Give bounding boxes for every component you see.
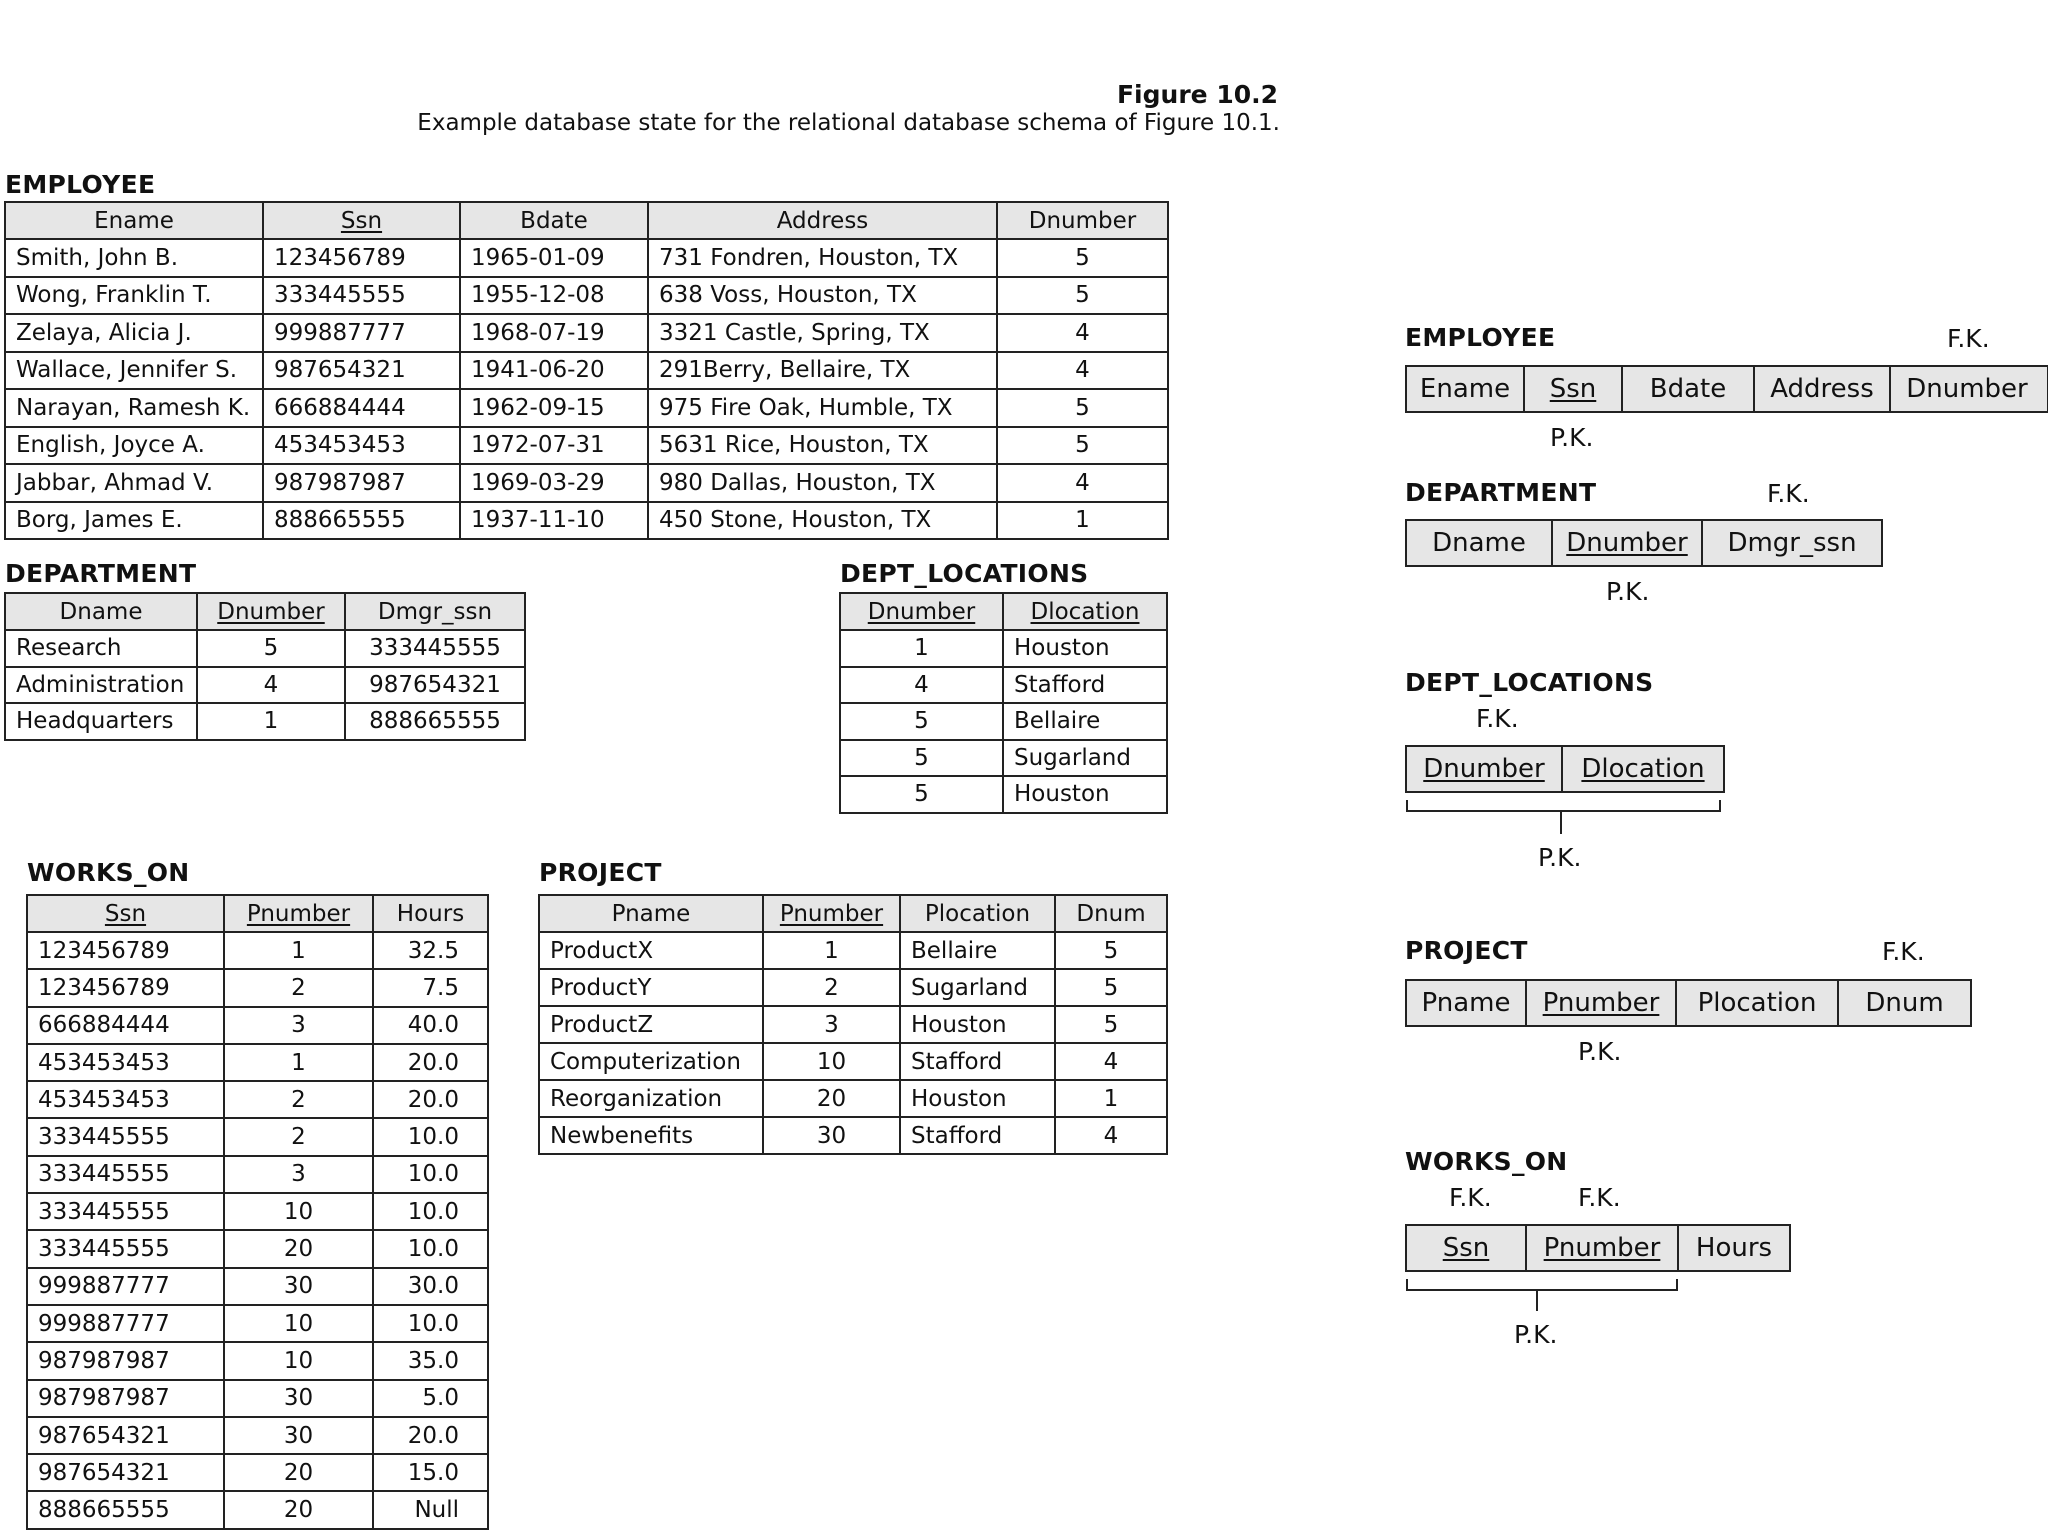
cell-dnumber: 4 — [997, 314, 1168, 352]
col-plocation: Plocation — [900, 895, 1055, 932]
table-row — [5, 703, 525, 740]
table-row — [27, 1417, 488, 1454]
schema-works-on-fk2-label: F.K. — [1578, 1183, 1621, 1212]
col-pnumber: Pnumber — [763, 895, 900, 932]
schema-field-pnumber: Pnumber — [1527, 1226, 1679, 1270]
cell-dname: Headquarters — [5, 703, 197, 740]
schema-works-on-fk1-label: F.K. — [1449, 1183, 1492, 1212]
cell-bdate: 1965-01-09 — [460, 239, 648, 277]
table-row — [5, 502, 1168, 540]
employee-table-title: EMPLOYEE — [5, 170, 156, 199]
cell-ssn: 987987987 — [263, 464, 460, 502]
cell-ssn: 987987987 — [27, 1342, 224, 1379]
table-row — [27, 1081, 488, 1118]
cell-dlocation: Houston — [1003, 630, 1167, 667]
cell-dlocation: Bellaire — [1003, 703, 1167, 740]
col-dname: Dname — [5, 593, 197, 630]
cell-ssn: 987654321 — [263, 352, 460, 390]
cell-ename: Smith, John B. — [5, 239, 263, 277]
project-header-row — [539, 895, 1167, 932]
schema-field-ssn: Ssn — [1407, 1226, 1527, 1270]
cell-dnumber: 4 — [997, 352, 1168, 390]
table-row — [27, 1342, 488, 1379]
cell-pnumber: 30 — [763, 1117, 900, 1154]
cell-ename: Jabbar, Ahmad V. — [5, 464, 263, 502]
employee-header-row — [5, 202, 1168, 239]
schema-dept-locations-box — [1405, 745, 1725, 793]
cell-ssn: 888665555 — [27, 1491, 224, 1528]
cell-ssn: 453453453 — [27, 1081, 224, 1118]
project-table — [538, 894, 1168, 1155]
table-row — [27, 1007, 488, 1044]
cell-pnumber: 30 — [224, 1268, 373, 1305]
cell-hours: 32.5 — [373, 932, 488, 969]
cell-pname: Computerization — [539, 1043, 763, 1080]
cell-ssn: 666884444 — [27, 1007, 224, 1044]
cell-ssn: 987654321 — [27, 1417, 224, 1454]
cell-ssn: 333445555 — [27, 1230, 224, 1267]
cell-ssn: 888665555 — [263, 502, 460, 540]
cell-ename: Borg, James E. — [5, 502, 263, 540]
table-row — [539, 932, 1167, 969]
cell-plocation: Houston — [900, 1006, 1055, 1043]
table-row — [5, 427, 1168, 465]
table-row — [5, 667, 525, 704]
table-row — [5, 314, 1168, 352]
cell-pnumber: 30 — [224, 1380, 373, 1417]
cell-pname: ProductY — [539, 969, 763, 1006]
schema-field-address: Address — [1755, 367, 1891, 411]
schema-field-dname: Dname — [1407, 521, 1553, 565]
schema-dept-locations-title: DEPT_LOCATIONS — [1405, 668, 1654, 697]
cell-pnumber: 2 — [224, 969, 373, 1006]
cell-dmgr-ssn: 987654321 — [345, 667, 525, 704]
table-row — [27, 1156, 488, 1193]
schema-field-dnumber: Dnumber — [1407, 747, 1563, 791]
cell-pname: Newbenefits — [539, 1117, 763, 1154]
schema-field-dnumber: Dnumber — [1906, 374, 2028, 404]
cell-dmgr-ssn: 888665555 — [345, 703, 525, 740]
dept-locations-body — [840, 630, 1167, 813]
employee-body — [5, 239, 1168, 539]
table-row — [5, 352, 1168, 390]
cell-hours: 40.0 — [373, 1007, 488, 1044]
dept-locations-table-title: DEPT_LOCATIONS — [840, 559, 1089, 588]
cell-pnumber: 2 — [224, 1118, 373, 1155]
cell-address: 975 Fire Oak, Humble, TX — [648, 389, 997, 427]
cell-pname: ProductZ — [539, 1006, 763, 1043]
figure-title: Figure 10.2 — [1116, 80, 1278, 109]
cell-dnumber: 4 — [840, 667, 1003, 704]
schema-field-pnumber: Pnumber — [1527, 981, 1677, 1025]
cell-address: 731 Fondren, Houston, TX — [648, 239, 997, 277]
cell-pnumber: 20 — [763, 1080, 900, 1117]
col-dnumber: Dnumber — [197, 593, 345, 630]
department-header-row — [5, 593, 525, 630]
table-row — [5, 464, 1168, 502]
cell-address: 3321 Castle, Spring, TX — [648, 314, 997, 352]
table-row — [27, 1491, 488, 1528]
cell-bdate: 1972-07-31 — [460, 427, 648, 465]
cell-hours: 10.0 — [373, 1193, 488, 1230]
cell-hours: 15.0 — [373, 1454, 488, 1491]
schema-works-on-title: WORKS_ON — [1405, 1147, 1568, 1176]
cell-pnumber: 3 — [224, 1007, 373, 1044]
table-row — [840, 667, 1167, 704]
dept-locations-header-row — [840, 593, 1167, 630]
schema-works-on-pk-bracket — [1406, 1279, 1678, 1291]
cell-pnumber: 1 — [224, 932, 373, 969]
schema-field-pname: Pname — [1407, 981, 1527, 1025]
cell-dnumber: 5 — [997, 427, 1168, 465]
cell-dnum: 4 — [1055, 1117, 1167, 1154]
cell-bdate: 1955-12-08 — [460, 277, 648, 315]
cell-bdate: 1941-06-20 — [460, 352, 648, 390]
col-pname: Pname — [539, 895, 763, 932]
col-hours: Hours — [373, 895, 488, 932]
schema-employee-title: EMPLOYEE — [1405, 323, 1556, 352]
col-ssn: Ssn — [27, 895, 224, 932]
table-row — [27, 1118, 488, 1155]
works-on-table-title: WORKS_ON — [27, 858, 190, 887]
schema-dept-locations-fk-label: F.K. — [1476, 704, 1519, 733]
schema-field-hours: Hours — [1695, 1233, 1773, 1263]
schema-works-on-box — [1405, 1224, 1791, 1272]
schema-dept-locations-pk-stem — [1560, 812, 1562, 834]
schema-employee-box — [1405, 365, 2048, 413]
table-row — [27, 1380, 488, 1417]
cell-dmgr-ssn: 333445555 — [345, 630, 525, 667]
cell-pnumber: 10 — [224, 1305, 373, 1342]
cell-dnumber: 4 — [997, 464, 1168, 502]
table-row — [840, 630, 1167, 667]
cell-dnumber: 1 — [197, 703, 345, 740]
cell-hours: 20.0 — [373, 1044, 488, 1081]
table-row — [840, 776, 1167, 813]
cell-ename: Wallace, Jennifer S. — [5, 352, 263, 390]
cell-bdate: 1937-11-10 — [460, 502, 648, 540]
col-dnumber: Dnumber — [997, 202, 1168, 239]
cell-dlocation: Sugarland — [1003, 740, 1167, 777]
col-ssn: Ssn — [263, 202, 460, 239]
cell-ssn: 123456789 — [27, 932, 224, 969]
schema-employee-fk-label: F.K. — [1947, 324, 1990, 353]
works-on-header-row — [27, 895, 488, 932]
schema-project-pk-label: P.K. — [1578, 1037, 1622, 1066]
table-row — [5, 389, 1168, 427]
cell-address: 5631 Rice, Houston, TX — [648, 427, 997, 465]
schema-field-bdate: Bdate — [1623, 367, 1755, 411]
cell-pnumber: 1 — [763, 932, 900, 969]
cell-hours: 7.5 — [373, 969, 488, 1006]
col-dnumber: Dnumber — [840, 593, 1003, 630]
schema-department-pk-label: P.K. — [1606, 577, 1650, 606]
cell-pnumber: 3 — [763, 1006, 900, 1043]
cell-dnumber: 5 — [197, 630, 345, 667]
cell-dnumber: 5 — [997, 389, 1168, 427]
cell-ssn: 123456789 — [27, 969, 224, 1006]
cell-dnumber: 5 — [840, 703, 1003, 740]
table-row — [840, 740, 1167, 777]
cell-address: 291Berry, Bellaire, TX — [648, 352, 997, 390]
cell-pnumber: 10 — [224, 1193, 373, 1230]
cell-bdate: 1968-07-19 — [460, 314, 648, 352]
col-dnum: Dnum — [1055, 895, 1167, 932]
cell-ssn: 333445555 — [27, 1156, 224, 1193]
project-body — [539, 932, 1167, 1154]
works-on-table — [26, 894, 489, 1530]
cell-ename: Wong, Franklin T. — [5, 277, 263, 315]
schema-field-plocation: Plocation — [1677, 981, 1839, 1025]
schema-field-dlocation: Dlocation — [1581, 754, 1705, 784]
cell-dnum: 5 — [1055, 969, 1167, 1006]
cell-dnumber: 5 — [997, 239, 1168, 277]
cell-pnumber: 1 — [224, 1044, 373, 1081]
cell-plocation: Sugarland — [900, 969, 1055, 1006]
schema-works-on-pk-stem — [1536, 1291, 1538, 1311]
table-row — [539, 1006, 1167, 1043]
schema-project-title: PROJECT — [1405, 936, 1528, 965]
col-address: Address — [648, 202, 997, 239]
table-row — [27, 1454, 488, 1491]
cell-plocation: Bellaire — [900, 932, 1055, 969]
cell-hours: Null — [373, 1491, 488, 1528]
schema-department-fk-label: F.K. — [1767, 479, 1810, 508]
department-body — [5, 630, 525, 740]
cell-ename: Narayan, Ramesh K. — [5, 389, 263, 427]
cell-dnumber: 5 — [840, 776, 1003, 813]
table-row — [27, 1305, 488, 1342]
cell-hours: 10.0 — [373, 1118, 488, 1155]
table-row — [27, 969, 488, 1006]
cell-ssn: 666884444 — [263, 389, 460, 427]
table-row — [27, 1193, 488, 1230]
cell-ssn: 987987987 — [27, 1380, 224, 1417]
cell-address: 450 Stone, Houston, TX — [648, 502, 997, 540]
cell-ssn: 453453453 — [27, 1044, 224, 1081]
cell-dlocation: Houston — [1003, 776, 1167, 813]
schema-dept-locations-pk-label: P.K. — [1538, 843, 1582, 872]
cell-plocation: Stafford — [900, 1117, 1055, 1154]
cell-dnumber: 4 — [197, 667, 345, 704]
table-row — [539, 969, 1167, 1006]
cell-hours: 35.0 — [373, 1342, 488, 1379]
department-table-title: DEPARTMENT — [5, 559, 197, 588]
cell-ssn: 999887777 — [27, 1305, 224, 1342]
cell-ssn: 999887777 — [27, 1268, 224, 1305]
cell-pnumber: 2 — [224, 1081, 373, 1118]
employee-table — [4, 201, 1169, 540]
table-row — [5, 630, 525, 667]
schema-field-ssn: Ssn — [1525, 367, 1623, 411]
schema-employee-pk-label: P.K. — [1550, 423, 1594, 452]
table-row — [27, 1230, 488, 1267]
table-row — [5, 239, 1168, 277]
cell-dnum: 5 — [1055, 1006, 1167, 1043]
cell-hours: 10.0 — [373, 1305, 488, 1342]
cell-ssn: 333445555 — [27, 1118, 224, 1155]
cell-hours: 30.0 — [373, 1268, 488, 1305]
cell-bdate: 1962-09-15 — [460, 389, 648, 427]
table-row — [539, 1080, 1167, 1117]
cell-address: 638 Voss, Houston, TX — [648, 277, 997, 315]
cell-hours: 5.0 — [373, 1380, 488, 1417]
cell-dnum: 4 — [1055, 1043, 1167, 1080]
cell-hours: 20.0 — [373, 1081, 488, 1118]
cell-plocation: Stafford — [900, 1043, 1055, 1080]
cell-pnumber: 3 — [224, 1156, 373, 1193]
cell-hours: 20.0 — [373, 1417, 488, 1454]
col-ename: Ename — [5, 202, 263, 239]
table-row — [539, 1043, 1167, 1080]
cell-dnumber: 5 — [997, 277, 1168, 315]
cell-ename: English, Joyce A. — [5, 427, 263, 465]
schema-field-ename: Ename — [1407, 367, 1525, 411]
cell-dname: Administration — [5, 667, 197, 704]
cell-hours: 10.0 — [373, 1156, 488, 1193]
cell-pname: Reorganization — [539, 1080, 763, 1117]
cell-dlocation: Stafford — [1003, 667, 1167, 704]
schema-project-fk-label: F.K. — [1882, 937, 1925, 966]
figure-caption: Example database state for the relational database schema of Figure 10.1. — [417, 110, 1280, 136]
cell-dnumber: 5 — [840, 740, 1003, 777]
project-table-title: PROJECT — [539, 858, 662, 887]
cell-hours: 10.0 — [373, 1230, 488, 1267]
table-row — [27, 932, 488, 969]
cell-ssn: 999887777 — [263, 314, 460, 352]
cell-ssn: 333445555 — [27, 1193, 224, 1230]
schema-department-title: DEPARTMENT — [1405, 478, 1597, 507]
cell-ename: Zelaya, Alicia J. — [5, 314, 263, 352]
cell-pnumber: 10 — [763, 1043, 900, 1080]
schema-dept-locations-pk-bracket — [1406, 800, 1721, 812]
cell-pnumber: 20 — [224, 1491, 373, 1528]
cell-dnumber: 1 — [997, 502, 1168, 540]
cell-ssn: 123456789 — [263, 239, 460, 277]
cell-plocation: Houston — [900, 1080, 1055, 1117]
dept-locations-table — [839, 592, 1168, 814]
cell-dnum: 1 — [1055, 1080, 1167, 1117]
cell-dnumber: 1 — [840, 630, 1003, 667]
schema-field-dnum: Dnum — [1865, 988, 1944, 1018]
schema-department-box — [1405, 519, 1883, 567]
col-pnumber: Pnumber — [224, 895, 373, 932]
cell-address: 980 Dallas, Houston, TX — [648, 464, 997, 502]
table-row — [840, 703, 1167, 740]
cell-ssn: 453453453 — [263, 427, 460, 465]
department-table — [4, 592, 526, 741]
cell-dnum: 5 — [1055, 932, 1167, 969]
cell-pnumber: 20 — [224, 1454, 373, 1491]
cell-dname: Research — [5, 630, 197, 667]
col-dmgr-ssn: Dmgr_ssn — [345, 593, 525, 630]
table-row — [5, 277, 1168, 315]
cell-pnumber: 2 — [763, 969, 900, 1006]
table-row — [27, 1044, 488, 1081]
cell-pnumber: 10 — [224, 1342, 373, 1379]
col-dlocation: Dlocation — [1003, 593, 1167, 630]
cell-pname: ProductX — [539, 932, 763, 969]
works-on-body — [27, 932, 488, 1529]
schema-field-dmgr-ssn: Dmgr_ssn — [1727, 528, 1857, 558]
cell-ssn: 333445555 — [263, 277, 460, 315]
schema-field-dnumber: Dnumber — [1553, 521, 1703, 565]
schema-works-on-pk-label: P.K. — [1514, 1320, 1558, 1349]
schema-project-box — [1405, 979, 1972, 1027]
cell-ssn: 987654321 — [27, 1454, 224, 1491]
col-bdate: Bdate — [460, 202, 648, 239]
table-row — [27, 1268, 488, 1305]
cell-bdate: 1969-03-29 — [460, 464, 648, 502]
cell-pnumber: 30 — [224, 1417, 373, 1454]
cell-pnumber: 20 — [224, 1230, 373, 1267]
table-row — [539, 1117, 1167, 1154]
